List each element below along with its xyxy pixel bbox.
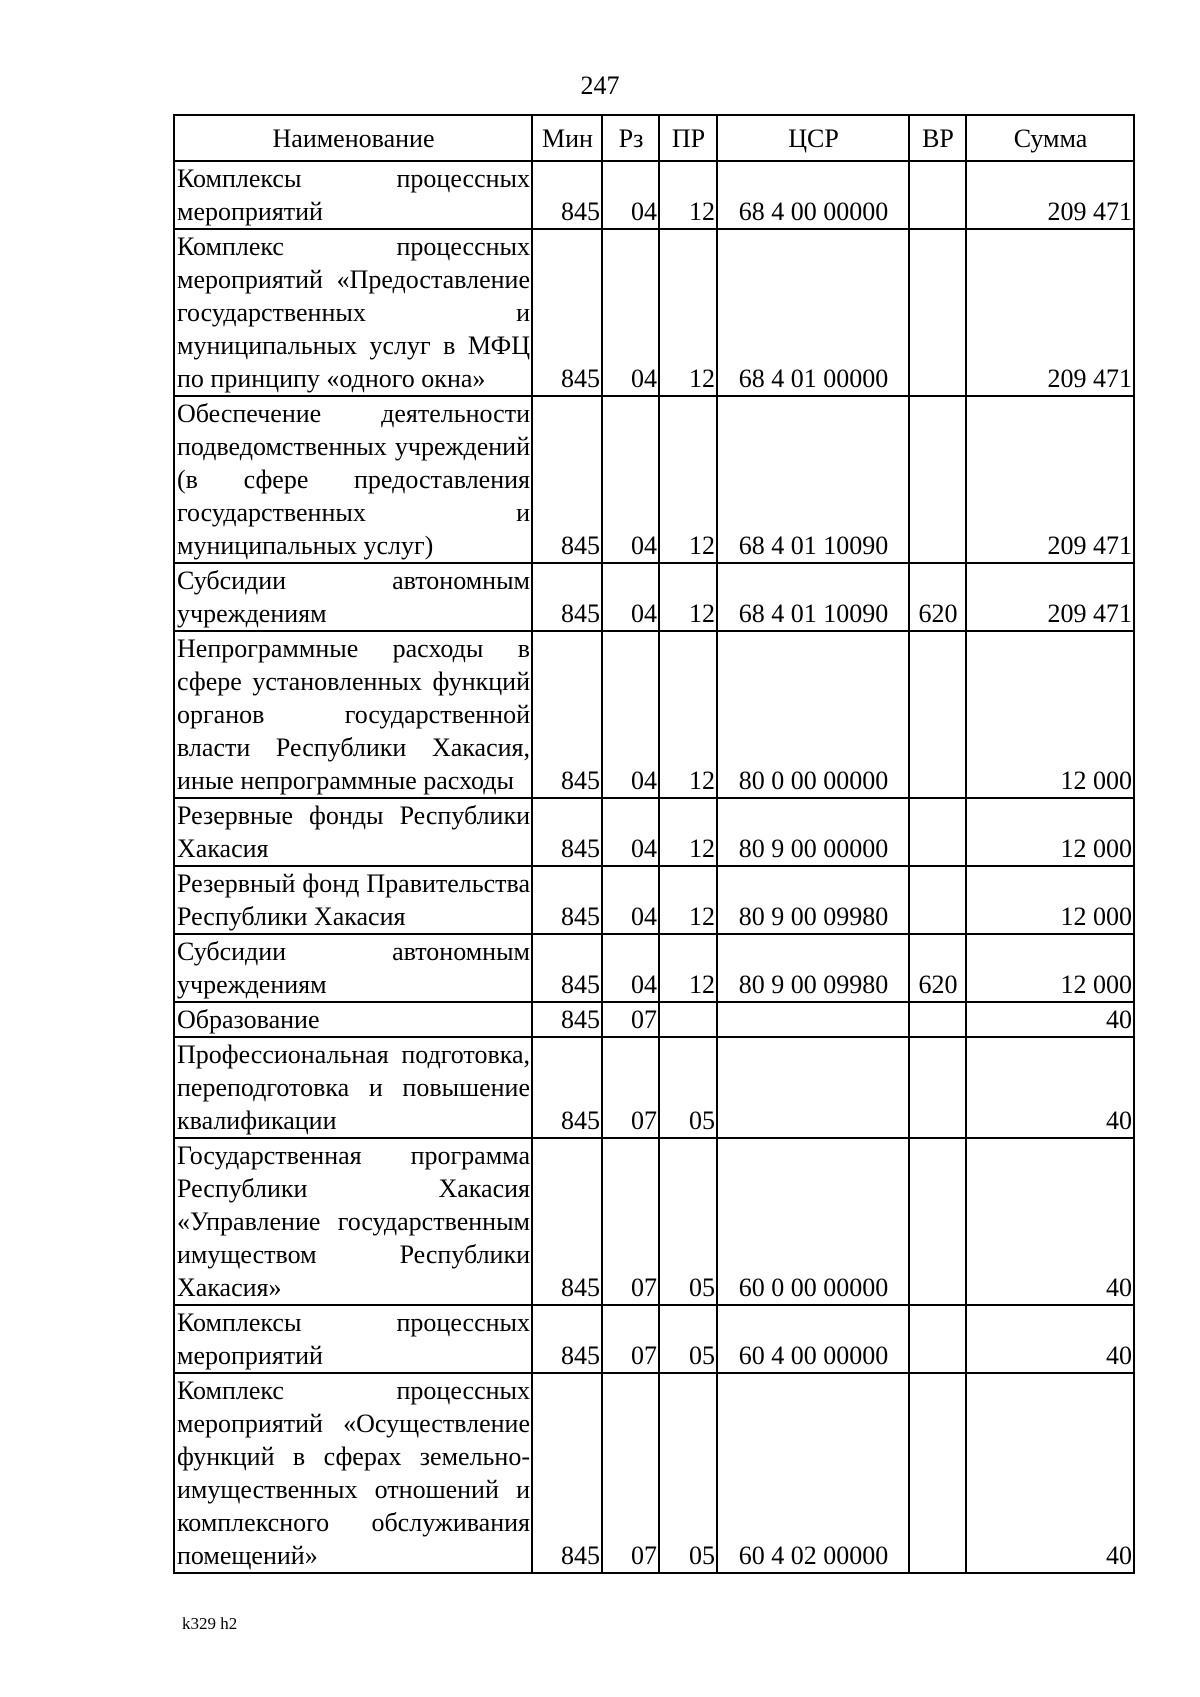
row-csr: 68 4 01 00000 — [717, 229, 909, 396]
table-row — [174, 798, 1134, 866]
row-rz: 07 — [602, 1305, 659, 1373]
row-rz: 04 — [602, 798, 659, 866]
row-name: Комплекс процессных мероприятий «Осуществление функций в сферах земельно-имущественных отношений и комплексного обслуживания помещений» — [174, 1373, 532, 1573]
table-row — [174, 396, 1134, 563]
row-vr — [909, 396, 966, 563]
row-csr: 80 0 00 00000 — [717, 631, 909, 798]
row-sum: 209 471 — [966, 563, 1134, 631]
row-rz: 04 — [602, 229, 659, 396]
table-row — [174, 1037, 1134, 1138]
row-pr: 12 — [659, 563, 717, 631]
row-vr — [909, 798, 966, 866]
row-sum: 12 000 — [966, 798, 1134, 866]
row-vr — [909, 631, 966, 798]
row-name: Комплекс процессных мероприятий «Предоставление государственных и муниципальных услуг в МФЦ по принципу «одного окна» — [174, 229, 532, 396]
row-pr: 12 — [659, 161, 717, 229]
row-pr: 05 — [659, 1305, 717, 1373]
row-min: 845 — [532, 161, 602, 229]
row-vr — [909, 1305, 966, 1373]
header-name: Наименование — [174, 115, 532, 161]
row-csr: 80 9 00 00000 — [717, 798, 909, 866]
footer-code: k329 h2 — [182, 1614, 238, 1633]
row-pr — [659, 1002, 717, 1037]
row-csr: 60 0 00 00000 — [717, 1138, 909, 1305]
row-sum: 40 — [966, 1305, 1134, 1373]
row-rz: 04 — [602, 396, 659, 563]
row-min: 845 — [532, 798, 602, 866]
row-pr: 12 — [659, 396, 717, 563]
header-min: Мин — [532, 115, 602, 161]
table-row — [174, 1138, 1134, 1305]
row-csr: 80 9 00 09980 — [717, 866, 909, 934]
row-rz: 04 — [602, 161, 659, 229]
row-rz: 07 — [602, 1037, 659, 1138]
row-csr: 60 4 00 00000 — [717, 1305, 909, 1373]
row-vr — [909, 161, 966, 229]
row-vr — [909, 866, 966, 934]
row-name: Профессиональная подготовка, переподготовка и повышение квалификации — [174, 1037, 532, 1138]
table-row — [174, 1373, 1134, 1573]
row-name: Обеспечение деятельности подведомственных учреждений (в сфере предоставления государственных и муниципальных услуг) — [174, 396, 532, 563]
row-min: 845 — [532, 1373, 602, 1573]
table-row — [174, 631, 1134, 798]
row-min: 845 — [532, 229, 602, 396]
table-row — [174, 563, 1134, 631]
row-rz: 04 — [602, 866, 659, 934]
row-vr — [909, 1138, 966, 1305]
row-min: 845 — [532, 631, 602, 798]
budget-table — [173, 114, 1135, 1574]
row-name: Государственная программа Республики Хакасия «Управление государственным имуществом Республики Хакасия» — [174, 1138, 532, 1305]
row-rz: 07 — [602, 1373, 659, 1573]
header-csr: ЦСР — [717, 115, 909, 161]
row-name: Субсидии автономным учреждениям — [174, 563, 532, 631]
row-pr: 12 — [659, 866, 717, 934]
row-name: Резервный фонд Правительства Республики Хакасия — [174, 866, 532, 934]
row-rz: 04 — [602, 934, 659, 1002]
row-rz: 07 — [602, 1138, 659, 1305]
row-sum: 209 471 — [966, 161, 1134, 229]
row-name: Резервные фонды Республики Хакасия — [174, 798, 532, 866]
table-row — [174, 1305, 1134, 1373]
row-sum: 12 000 — [966, 866, 1134, 934]
row-rz: 07 — [602, 1002, 659, 1037]
row-vr: 620 — [909, 934, 966, 1002]
row-pr: 12 — [659, 798, 717, 866]
header-pr: ПР — [659, 115, 717, 161]
row-pr: 12 — [659, 631, 717, 798]
row-csr: 68 4 00 00000 — [717, 161, 909, 229]
row-min: 845 — [532, 1138, 602, 1305]
row-pr: 12 — [659, 934, 717, 1002]
row-csr — [717, 1002, 909, 1037]
row-sum: 40 — [966, 1037, 1134, 1138]
page-number: 247 — [580, 71, 620, 100]
row-min: 845 — [532, 1305, 602, 1373]
row-sum: 40 — [966, 1373, 1134, 1573]
row-rz: 04 — [602, 563, 659, 631]
header-rz: Рз — [602, 115, 659, 161]
row-csr: 80 9 00 09980 — [717, 934, 909, 1002]
row-pr: 05 — [659, 1373, 717, 1573]
row-pr: 05 — [659, 1138, 717, 1305]
row-vr — [909, 1037, 966, 1138]
table-row — [174, 866, 1134, 934]
row-min: 845 — [532, 1037, 602, 1138]
table-row — [174, 229, 1134, 396]
table-row — [174, 934, 1134, 1002]
row-name: Комплексы процессных мероприятий — [174, 161, 532, 229]
row-sum: 12 000 — [966, 631, 1134, 798]
row-vr — [909, 1373, 966, 1573]
row-sum: 12 000 — [966, 934, 1134, 1002]
row-min: 845 — [532, 396, 602, 563]
row-min: 845 — [532, 934, 602, 1002]
row-sum: 209 471 — [966, 396, 1134, 563]
row-vr — [909, 1002, 966, 1037]
row-min: 845 — [532, 866, 602, 934]
row-sum: 40 — [966, 1138, 1134, 1305]
row-pr: 05 — [659, 1037, 717, 1138]
row-csr: 68 4 01 10090 — [717, 563, 909, 631]
row-csr: 68 4 01 10090 — [717, 396, 909, 563]
row-min: 845 — [532, 1002, 602, 1037]
table-row — [174, 1002, 1134, 1037]
row-vr — [909, 229, 966, 396]
row-rz: 04 — [602, 631, 659, 798]
table-header-row — [174, 115, 1134, 161]
header-vr: ВР — [909, 115, 966, 161]
row-name: Образование — [174, 1002, 532, 1037]
row-name: Комплексы процессных мероприятий — [174, 1305, 532, 1373]
row-csr — [717, 1037, 909, 1138]
row-csr: 60 4 02 00000 — [717, 1373, 909, 1573]
row-min: 845 — [532, 563, 602, 631]
row-sum: 209 471 — [966, 229, 1134, 396]
row-sum: 40 — [966, 1002, 1134, 1037]
row-name: Субсидии автономным учреждениям — [174, 934, 532, 1002]
row-name: Непрограммные расходы в сфере установленных функций органов государственной власти Республики Хакасия, иные непрограммные расходы — [174, 631, 532, 798]
row-pr: 12 — [659, 229, 717, 396]
header-sum: Сумма — [966, 115, 1134, 161]
row-vr: 620 — [909, 563, 966, 631]
table-row — [174, 161, 1134, 229]
